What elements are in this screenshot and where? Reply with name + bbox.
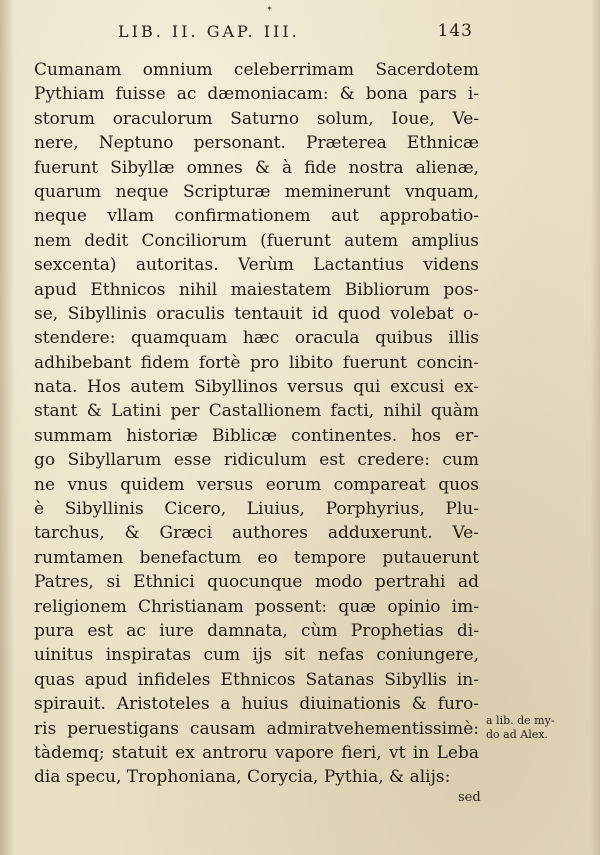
text-line: spirauit. Aristoteles a huius diuinationis & furo- xyxy=(34,694,479,715)
text-line: è Sibyllinis Cicero, Liuius, Porphyrius, Plu- xyxy=(34,499,479,520)
text-line: go Sibyllarum esse ridiculum est credere: cum xyxy=(34,450,479,471)
text-line: tàdemq; statuit ex antroru vapore fieri, vt in Leba xyxy=(34,742,479,763)
text-line: ris peruestigans causam admiratvehementissimè: xyxy=(34,718,479,739)
text-line: dia specu, Trophoniana, Corycia, Pythia, & alijs: xyxy=(34,767,451,788)
text-line: Patres, si Ethnici quocunque modo pertrahi ad xyxy=(34,572,479,593)
text-line: neque vllam confirmationem aut approbatio- xyxy=(34,206,479,227)
text-line: sexcenta) autoritas. Verùm Lactantius videns xyxy=(34,255,479,276)
margin-note: do ad Alex. xyxy=(486,728,548,741)
text-line: quas apud infideles Ethnicos Satanas Sibyllis in- xyxy=(34,669,479,690)
text-line: apud Ethnicos nihil maiestatem Bibliorum pos- xyxy=(34,279,479,300)
ink-mark: ✦ xyxy=(266,4,273,13)
text-line: nere, Neptuno personant. Præterea Ethnicæ xyxy=(34,133,479,154)
text-line: ne vnus quidem versus eorum compareat quos xyxy=(34,474,479,495)
text-line: rumtamen benefactum eo tempore putauerunt xyxy=(34,547,479,568)
text-line: storum oraculorum Saturno solum, Ioue, Ve- xyxy=(34,108,479,129)
text-line: stant & Latini per Castallionem facti, nihil quàm xyxy=(34,401,479,422)
text-line: Pythiam fuisse ac dæmoniacam: & bona pars i- xyxy=(34,84,479,105)
page-number: 143 xyxy=(437,21,473,41)
text-line: adhibebant fidem fortè pro libito fuerunt concin- xyxy=(34,352,479,373)
running-head xyxy=(118,22,473,46)
catchword: sed xyxy=(458,790,481,805)
text-line: tarchus, & Græci authores adduxerunt. Ve- xyxy=(34,523,479,544)
body-text xyxy=(34,58,479,790)
text-line: Cumanam omnium celeberrimam Sacerdotem xyxy=(34,60,479,80)
margin-notes xyxy=(486,714,586,742)
text-line: uinitus inspiratas cum ijs sit nefas coniungere, xyxy=(34,645,479,666)
text-line: quarum neque Scripturæ meminerunt vnquam, xyxy=(34,181,479,202)
text-line: religionem Christianam possent: quæ opinio im- xyxy=(34,596,479,617)
margin-note: a lib. de my- xyxy=(486,714,555,727)
text-line: nem dedit Conciliorum (fuerunt autem amplius xyxy=(34,230,479,251)
text-line: nata. Hos autem Sibyllinos versus qui excusi ex- xyxy=(34,377,479,398)
running-title: LIB. II. GAP. III. xyxy=(118,22,300,41)
text-line: pura est ac iure damnata, cùm Prophetias di- xyxy=(34,620,479,641)
text-line: fuerunt Sibyllæ omnes & à fide nostra alienæ, xyxy=(34,157,479,178)
text-line: stendere: quamquam hæc oracula quibus illis xyxy=(34,328,479,349)
text-line: se, Sibyllinis oraculis tentauit id quod volebat o- xyxy=(34,303,479,324)
text-line: summam historiæ Biblicæ continentes. hos er- xyxy=(34,425,479,446)
